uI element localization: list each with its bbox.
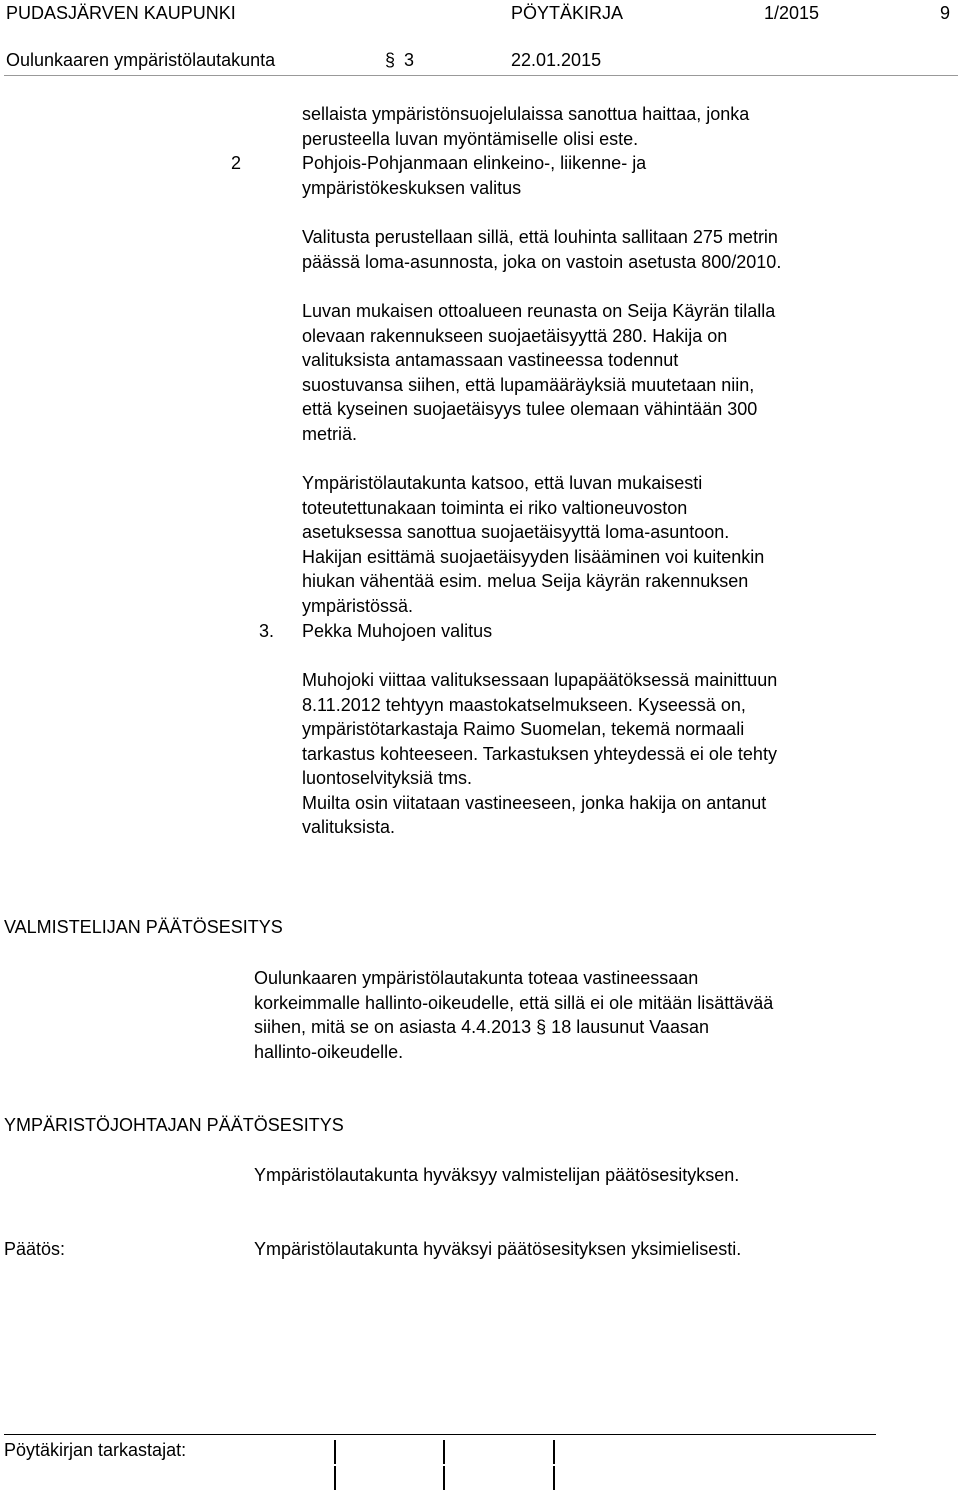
text-line: toteutettunakaan toiminta ei riko valtioneuvoston (302, 497, 688, 518)
text-line: Luvan mukaisen ottoalueen reunasta on Seija Käyrän tilalla (302, 301, 776, 321)
text-line: Hakijan esittämä suojaetäisyyden lisääminen voi kuitenkin (302, 546, 765, 567)
signature-field (553, 1466, 555, 1490)
preparer-proposal-text (254, 966, 894, 1064)
committee-name: Oulunkaaren ympäristölautakunta (6, 50, 276, 70)
text-line: Ympäristölautakunta katsoo, että luvan mukaisesti (302, 473, 703, 493)
text-line: Muhojoki viittaa valituksessaan lupapäätöksessä mainittuun (302, 670, 778, 690)
page-number: 9 (940, 3, 951, 23)
text-line: ympäristötarkastaja Raimo Suomelan, tekemä normaali (302, 719, 745, 739)
text-line: Pohjois-Pohjanmaan elinkeino-, liikenne- ja (302, 153, 647, 173)
text-line: hiukan vähentää esim. melua Seija käyrän rakennuksen (302, 571, 749, 591)
organization-name: PUDASJÄRVEN KAUPUNKI (6, 3, 236, 23)
paragraph-intro (302, 102, 882, 151)
text-line: että kyseinen suojaetäisyys tulee olemaan vähintään 300 (302, 399, 758, 419)
paragraph-muhojoki (302, 668, 882, 840)
text-line: olevaan rakennukseen suojaetäisyyttä 280. Hakija on (302, 325, 728, 346)
item-2-title (302, 151, 882, 200)
item-3-number: 3. (259, 621, 275, 641)
paragraph-distance (302, 299, 882, 446)
footer-divider (4, 1434, 876, 1435)
text-line: korkeimmalle hallinto-oikeudelle, että sillä ei ole mitään lisättävää (254, 992, 774, 1013)
text-line: 8.11.2012 tehtyyn maastokatselmukseen. Kyseessä on, (302, 694, 746, 715)
text-line: hallinto-oikeudelle. (254, 1041, 404, 1062)
document-type: PÖYTÄKIRJA (511, 3, 624, 23)
director-proposal-text: Ympäristölautakunta hyväksyy valmistelijan päätösesityksen. (254, 1165, 740, 1185)
text-line: asetuksessa sanottua suojaetäisyyttä loma-asuntoon. (302, 522, 730, 542)
decision-text: Ympäristölautakunta hyväksyi päätösesityksen yksimielisesti. (254, 1239, 742, 1259)
reviewers-label: Pöytäkirjan tarkastajat: (4, 1440, 187, 1460)
text-line: suostuvansa siihen, että lupamääräyksiä muutetaan niin, (302, 374, 755, 395)
section-number: 3 (404, 50, 415, 70)
signature-field (334, 1440, 336, 1464)
decision-label: Päätös: (4, 1239, 66, 1259)
text-line: Valitusta perustellaan sillä, että louhinta sallitaan 275 metrin (302, 227, 778, 247)
text-line: Muilta osin viitataan vastineeseen, jonka hakija on antanut (302, 792, 767, 813)
paragraph-board-view (302, 471, 882, 618)
item-3-title: Pekka Muhojoen valitus (302, 621, 493, 641)
text-line: tarkastus kohteeseen. Tarkastuksen yhteydessä ei ole tehty (302, 743, 777, 764)
text-line: perusteella luvan myöntämiselle olisi este. (302, 128, 639, 149)
preparer-proposal-heading: VALMISTELIJAN PÄÄTÖSESITYS (4, 917, 283, 937)
signature-field (443, 1440, 445, 1464)
signature-field (553, 1440, 555, 1464)
text-line: valituksista. (302, 817, 396, 837)
text-line: metriä. (302, 423, 358, 444)
text-line: valituksista antamassaan vastineessa todennut (302, 350, 679, 370)
text-line: ympäristökeskuksen valitus (302, 177, 522, 198)
signature-field (443, 1466, 445, 1490)
director-proposal-heading: YMPÄRISTÖJOHTAJAN PÄÄTÖSESITYS (4, 1115, 344, 1135)
signature-field (334, 1466, 336, 1490)
text-line: Oulunkaaren ympäristölautakunta toteaa vastineessaan (254, 968, 699, 988)
item-2-number: 2 (231, 153, 242, 173)
meeting-date: 22.01.2015 (511, 50, 602, 70)
text-line: sellaista ympäristönsuojelulaissa sanottua haittaa, jonka (302, 104, 750, 124)
text-line: luontoselvityksiä tms. (302, 768, 473, 788)
document-number: 1/2015 (764, 3, 820, 23)
paragraph-appeal-grounds (302, 225, 882, 274)
text-line: ympäristössä. (302, 595, 414, 616)
section-sign: § (385, 50, 396, 70)
header-divider (4, 75, 958, 76)
text-line: päässä loma-asunnosta, joka on vastoin asetusta 800/2010. (302, 251, 782, 272)
text-line: siihen, mitä se on asiasta 4.4.2013 § 18 lausunut Vaasan (254, 1017, 709, 1037)
